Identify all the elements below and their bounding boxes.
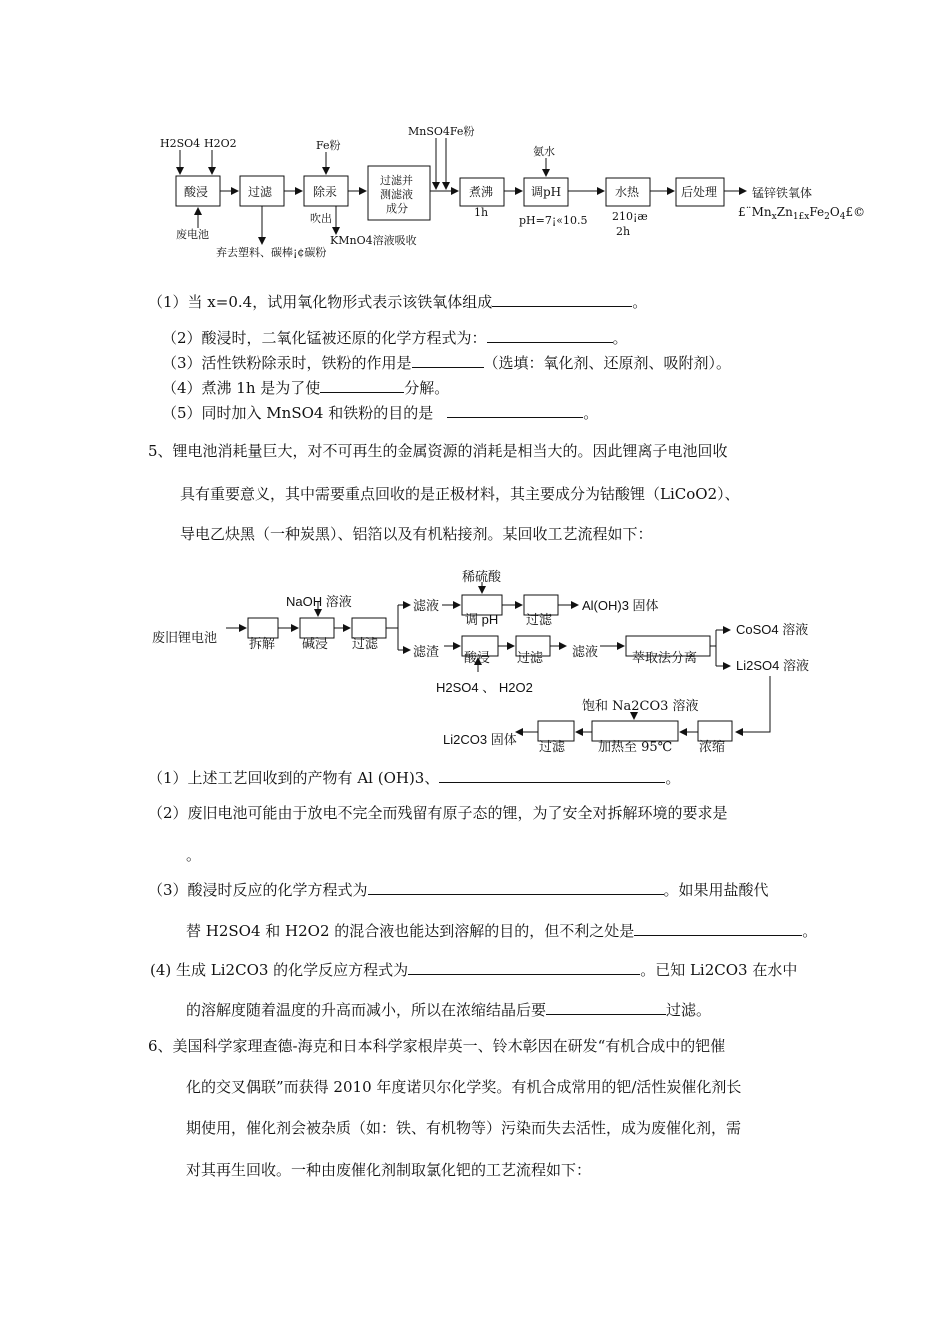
- q5-part3-line2: [186, 921, 817, 941]
- q5-part1-end: 。: [665, 769, 681, 787]
- label-dilute-h2so4: 稀硫酸: [462, 570, 502, 585]
- box-dismantle: [248, 618, 278, 638]
- box-acid-leach-label: 酸浸: [184, 185, 209, 199]
- q4-part1: [148, 292, 647, 312]
- q5-part4-cont: 的溶解度随着温度的升高而减小，所以在浓缩结晶后要: [186, 1001, 547, 1019]
- label-filtrate: 滤液: [413, 599, 440, 614]
- label-waste-li-battery: 废旧锂电池: [152, 631, 218, 646]
- box-concentrate: [698, 721, 732, 741]
- q4-part5-end: 。: [583, 404, 599, 422]
- box-alkali-leach: [300, 618, 334, 638]
- box-acid-leach-2-label: 酸浸: [464, 651, 491, 666]
- label-kmno4: KMnO4溶液吸收: [330, 234, 417, 247]
- q4-part2-end: 。: [612, 329, 628, 347]
- q4-part2: [162, 328, 628, 348]
- product-formula: $£¨Mn_xZn_{1£}xFe_2O_4£©$: [738, 205, 866, 222]
- q5-intro-line1: 5、锂电池消耗量巨大，对不可再生的金属资源的消耗是相当大的。因此锂离子电池回收: [148, 442, 728, 460]
- q5-part4-end: 。已知 Li2CO3 在水中: [640, 961, 798, 979]
- box-dismantle-label: 拆解: [249, 637, 276, 652]
- box-adjust-ph-label: 调pH: [531, 185, 562, 199]
- q4-part4-end: 分解。: [404, 379, 450, 397]
- label-reagents: H2SO4 、 H2O2: [436, 680, 533, 695]
- box-adjust-ph-2-label: 调 pH: [465, 612, 499, 627]
- answer-blank[interactable]: [368, 880, 664, 895]
- q4-part4: [162, 378, 449, 398]
- label-discard: 弃去塑料、碳棒¡¢碳粉: [216, 246, 327, 259]
- label-ph-value: pH=7¡«10.5: [519, 214, 588, 227]
- label-filtrate-2: 滤液: [572, 645, 599, 660]
- q5-part2-line2: 。: [186, 846, 202, 864]
- q4-part3-end: （选填：氧化剂、还原剂、吸附剂）。: [483, 354, 732, 372]
- label-mnso4-fe: MnSO4Fe粉: [408, 125, 475, 138]
- box-filter-measure-line3: 成分: [386, 202, 408, 215]
- box-filter-a-label: 过滤: [352, 637, 379, 652]
- box-filter-b: [524, 595, 558, 615]
- label-aloh3: Al(OH)3 固体: [582, 598, 659, 613]
- box-alkali-leach-label: 碱浸: [302, 637, 329, 652]
- label-ammonia: 氨水: [533, 145, 555, 158]
- q5-part2-line1: （2）废旧电池可能由于放电不完全而残留有原子态的锂，为了安全对拆解环境的要求是: [148, 804, 728, 822]
- box-filter-label: 过滤: [248, 185, 273, 199]
- q4-part2-text: （2）酸浸时，二氧化锰被还原的化学方程式为：: [162, 329, 487, 347]
- q5-part1-text: （1）上述工艺回收到的产物有 Al (OH)3、: [148, 769, 440, 787]
- q4-part5: [162, 403, 598, 423]
- q6-line1: 6、美国科学家理查德-海克和日本科学家根岸英一、铃木彰因在研发“有机合成中的钯催: [148, 1037, 726, 1055]
- q4-part4-text: （4）煮沸 1h 是为了使: [162, 379, 321, 397]
- box-filter-measure-line2: 测滤液: [380, 188, 413, 201]
- q6-line4: 对其再生回收。一种由废催化剂制取氯化钯的工艺流程如下：: [186, 1161, 592, 1179]
- label-residue: 滤渣: [413, 645, 440, 660]
- q5-part3-line1: [148, 880, 769, 900]
- box-hydrothermal-label: 水热: [615, 185, 640, 199]
- box-filter-d: [538, 721, 574, 741]
- answer-blank[interactable]: [487, 328, 613, 343]
- q4-part3: [162, 353, 731, 373]
- answer-blank[interactable]: [408, 960, 640, 975]
- q6-line3: 期使用，催化剂会被杂质（如：铁、有机物等）污染而失去活性，成为废催化剂，需: [186, 1119, 742, 1137]
- box-filter-c-label: 过滤: [517, 651, 544, 666]
- answer-blank[interactable]: [634, 921, 802, 936]
- q6-line2: 化的交叉偶联”而获得 2010 年度诺贝尔化学奖。有机合成常用的钯/活性炭催化剂长: [186, 1078, 742, 1096]
- box-filter-b-label: 过滤: [526, 613, 553, 628]
- box-filter-measure-line1: 过滤并: [380, 174, 413, 187]
- label-coso4: CoSO4 溶液: [736, 622, 809, 637]
- label-blow-out: 吹出: [310, 212, 332, 225]
- label-h2o2: H2O2: [204, 137, 237, 150]
- answer-blank[interactable]: [492, 292, 632, 307]
- box-concentrate-label: 浓缩: [699, 740, 726, 755]
- answer-blank[interactable]: [412, 353, 484, 368]
- label-li2so4: Li2SO4 溶液: [736, 658, 809, 673]
- label-na2co3: 饱和 Na2CO3 溶液: [582, 699, 699, 714]
- product-label: 锰锌铁氧体: [752, 186, 813, 200]
- label-fe-powder: Fe粉: [316, 139, 341, 152]
- q4-part1-text: （1）当 x=0.4，试用氧化物形式表示该铁氧体组成: [148, 293, 493, 311]
- box-boil-label: 煮沸: [469, 185, 494, 199]
- box-filter-d-label: 过滤: [539, 740, 566, 755]
- q5-part4-line1: [150, 960, 797, 980]
- answer-blank[interactable]: [320, 378, 404, 393]
- q4-part3-text: （3）活性铁粉除汞时，铁粉的作用是: [162, 354, 412, 372]
- q5-part4-line2: [186, 1000, 711, 1020]
- answer-blank[interactable]: [447, 403, 583, 418]
- label-li2co3: Li2CO3 固体: [443, 732, 517, 747]
- q4-part5-text: （5）同时加入 MnSO4 和铁粉的目的是: [162, 404, 434, 422]
- box-extraction-label: 萃取法分离: [632, 651, 698, 666]
- box-post-treat-label: 后处理: [681, 185, 718, 199]
- answer-blank[interactable]: [546, 1000, 666, 1015]
- box-filter-a: [352, 618, 386, 638]
- label-time: 2h: [616, 225, 631, 238]
- q4-part1-end: 。: [632, 293, 648, 311]
- q5-part3-cont-end: 。: [802, 922, 818, 940]
- label-temp: 210¡æ: [612, 210, 648, 223]
- q5-part3-end: 。如果用盐酸代: [663, 881, 769, 899]
- q5-part3-text: （3）酸浸时反应的化学方程式为: [148, 881, 368, 899]
- box-heat95-label: 加热至 95℃: [598, 740, 673, 755]
- q5-part3-cont: 替 H2SO4 和 H2O2 的混合液也能达到溶解的目的，但不利之处是: [186, 922, 635, 940]
- label-naoh: NaOH 溶液: [286, 594, 352, 609]
- answer-blank[interactable]: [439, 768, 665, 783]
- label-boil-time: 1h: [474, 206, 489, 219]
- q5-part1: [148, 768, 680, 788]
- label-h2so4: H2SO4: [160, 137, 201, 150]
- q5-part4-text: (4) 生成 Li2CO3 的化学反应方程式为: [150, 961, 409, 979]
- q5-intro-line2: 具有重要意义，其中需要重点回收的是正极材料，其主要成分为钴酸锂（LiCoO2）、: [180, 485, 740, 503]
- q5-intro-line3: 导电乙炔黑（一种炭黑）、铝箔以及有机粘接剂。某回收工艺流程如下：: [180, 525, 653, 543]
- box-heat95: [592, 721, 678, 741]
- label-waste-battery: 废电池: [176, 228, 209, 241]
- q5-part4-cont-end: 过滤。: [666, 1001, 712, 1019]
- box-remove-hg-label: 除汞: [313, 185, 338, 199]
